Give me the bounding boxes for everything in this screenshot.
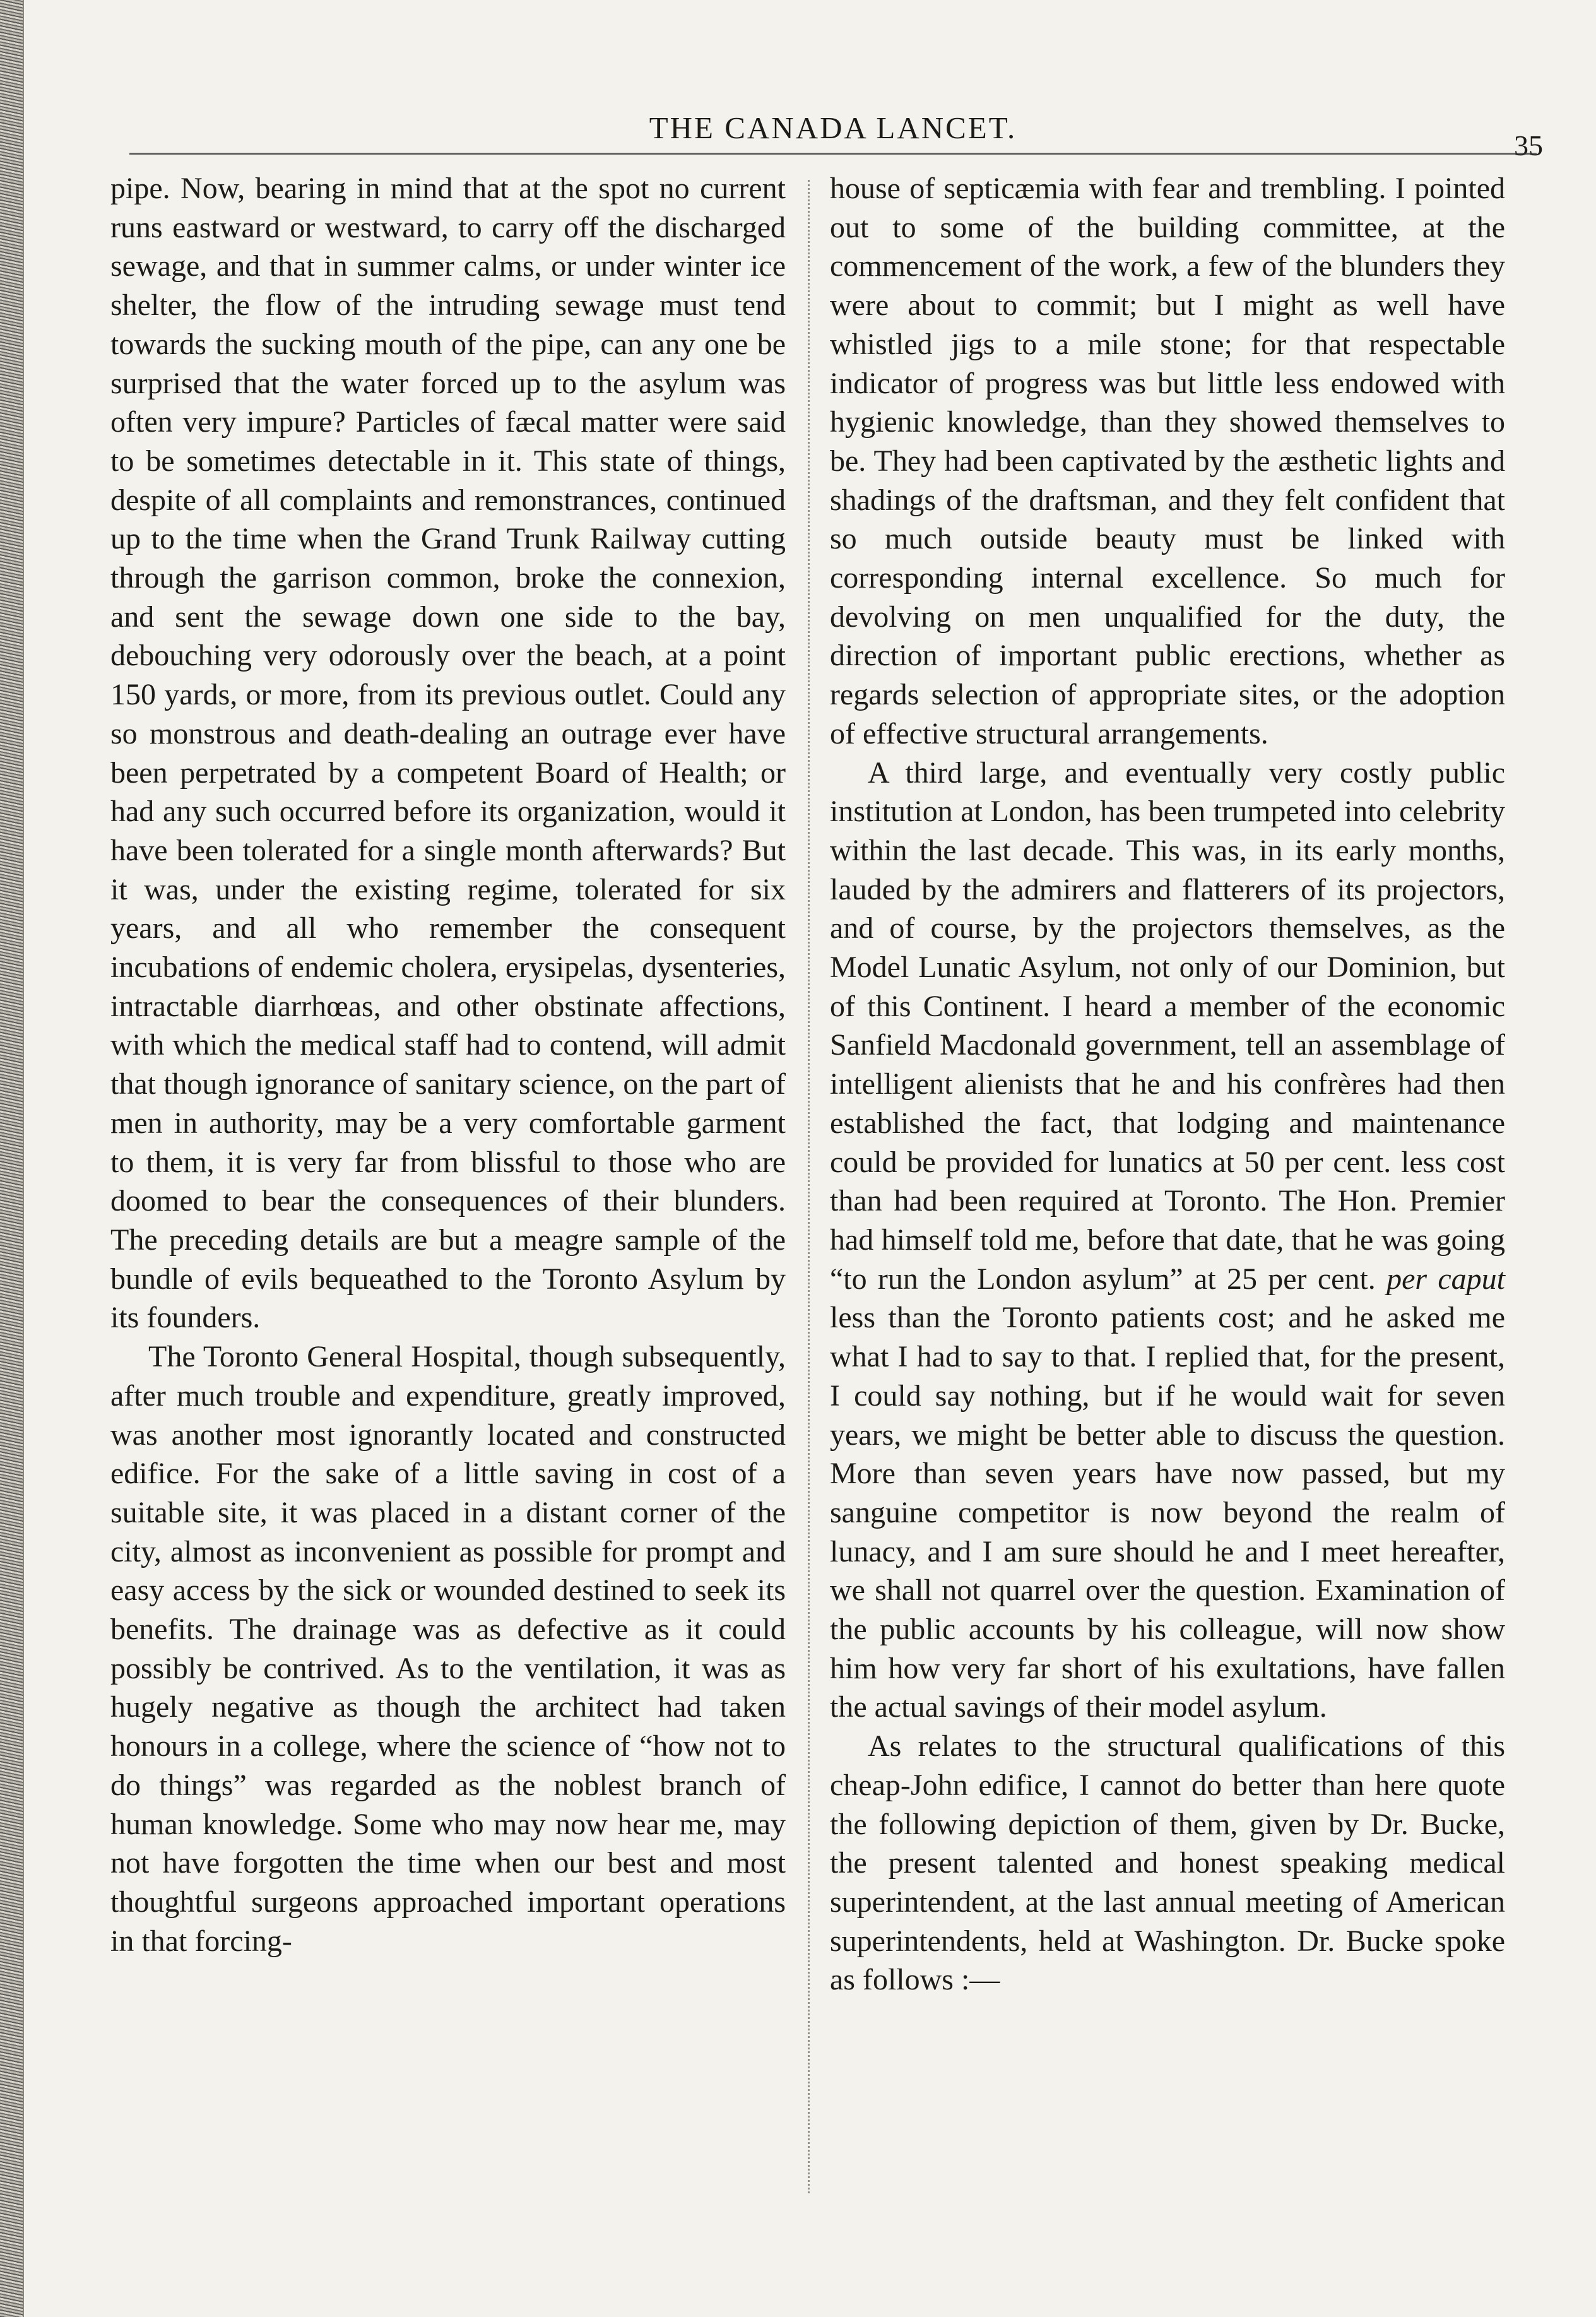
column-divider (808, 180, 810, 2193)
left-paragraph-1: pipe. Now, bearing in mind that at the spot no current runs eastward or westward, to carry off the discharged sewage, and that in summer calms, or under winter ice shelter, the flow of the intruding sewage must tend towards the sucking mouth of the pipe, can any one be surprised that the water forced up to the asylum was often very impure? Particles of fæcal matter were said to be sometimes detectable in it. This state of things, despite of all complaints and remonstrances, continued up to the time when the Grand Trunk Railway cutting through the garrison common, broke the connexion, and sent the sewage down one side to the bay, debouching very odorously over the beach, at a point 150 yards, or more, from its previous outlet. Could any so monstrous and death-dealing an outrage ever have been perpetrated by a competent Board of Health; or had any such occurred before its organization, would it have been tolerated for a single month afterwards? But it was, under the existing regime, tolerated for six years, and all who remember the consequent incubations of endemic cholera, erysipelas, dysenteries, intractable diarrhœas, and other obstinate affections, with which the medical staff had to contend, will admit that though ignorance of sanitary science, on the part of men in authority, may be a very comfortable garment to them, it is very far from blissful to those who are doomed to bear the consequences of their blunders. The preceding details are but a meagre sample of the bundle of evils bequeathed to the Toronto Asylum by its founders. (110, 172, 786, 1335)
page-header (129, 105, 1543, 162)
right-column (830, 169, 1505, 2000)
right-paragraph-2 (830, 754, 1505, 1727)
right-paragraph-2-part-1: A third large, and eventually very costly public institution at London, has been trumpeted into celebrity within the last decade. This was, in its early months, lauded by the admirers and flatterers of its projectors, and of course, by the projectors themselves, as the Model Lunatic Asylum, not only of our Dominion, but of this Continent. I heard a member of the economic Sanfield Macdonald government, tell an assemblage of intelligent alienists that he and his confrères had then established the fact, that lodging and maintenance could be provided for lunatics at 50 per cent. less cost than had been required at Toronto. The Hon. Premier had himself told me, before that date, that he was going “to run the London asylum” at 25 per cent. (830, 756, 1505, 1296)
right-paragraph-3: As relates to the structural qualifications of this cheap-John edifice, I cannot do better than here quote the following depiction of them, given by Dr. Bucke, the present talented and honest speaking medical superintendent, at the last annual meeting of American superintendents, held at Washington. Dr. Bucke spoke as follows :— (830, 1729, 1505, 1997)
right-paragraph-1: house of septicæmia with fear and trembling. I pointed out to some of the building committee, at the commencement of the work, a few of the blunders they were about to commit; but I might as well have whistled jigs to a mile stone; for that respectable indicator of progress was but little less endowed with hygienic knowledge, than they showed themselves to be. They had been captivated by the æsthetic lights and shadings of the draftsman, and they felt confident that so much outside beauty must be linked with corresponding internal excellence. So much for devolving on men unqualified for the duty, the direction of important public erections, whether as regards selection of appropriate sites, or the adoption of effective structural arrangements. (830, 172, 1505, 750)
left-column (110, 169, 786, 1960)
running-title: THE CANADA LANCET. (649, 110, 1017, 145)
latin-phrase: per caput (1386, 1262, 1506, 1296)
page-number: 35 (1514, 129, 1543, 162)
left-paragraph-2: The Toronto General Hospital, though subsequently, after much trouble and expenditure, greatly improved, was another most ignorantly located and constructed edifice. For the sake of a little saving in cost of a suitable site, it was placed in a distant corner of the city, almost as inconvenient as possible for prompt and easy access by the sick or wounded destined to seek its benefits. The drainage was as defective as it could possibly be contrived. As to the ventilation, it was as hugely negative as though the architect had taken honours in a college, where the science of “how not to do things” was regarded as the noblest branch of human knowledge. Some who may now hear me, may not have forgotten the time when our best and most thoughtful surgeons approached important operations in that forcing- (110, 1340, 786, 1958)
header-rule (129, 153, 1537, 155)
right-paragraph-2-part-2: less than the Toronto patients cost; and he asked me what I had to say to that. I replied that, for the present, I could say nothing, but if he would wait for seven years, we might be better able to discuss the question. More than seven years have now passed, but my sanguine competitor is now beyond the realm of lunacy, and I am sure should he and I meet hereafter, we shall not quarrel over the question. Examination of the public accounts by his colleague, will now show him how very far short of his exultations, have fallen the actual savings of their model asylum. (830, 1301, 1505, 1724)
page-binding-edge (0, 0, 24, 2317)
